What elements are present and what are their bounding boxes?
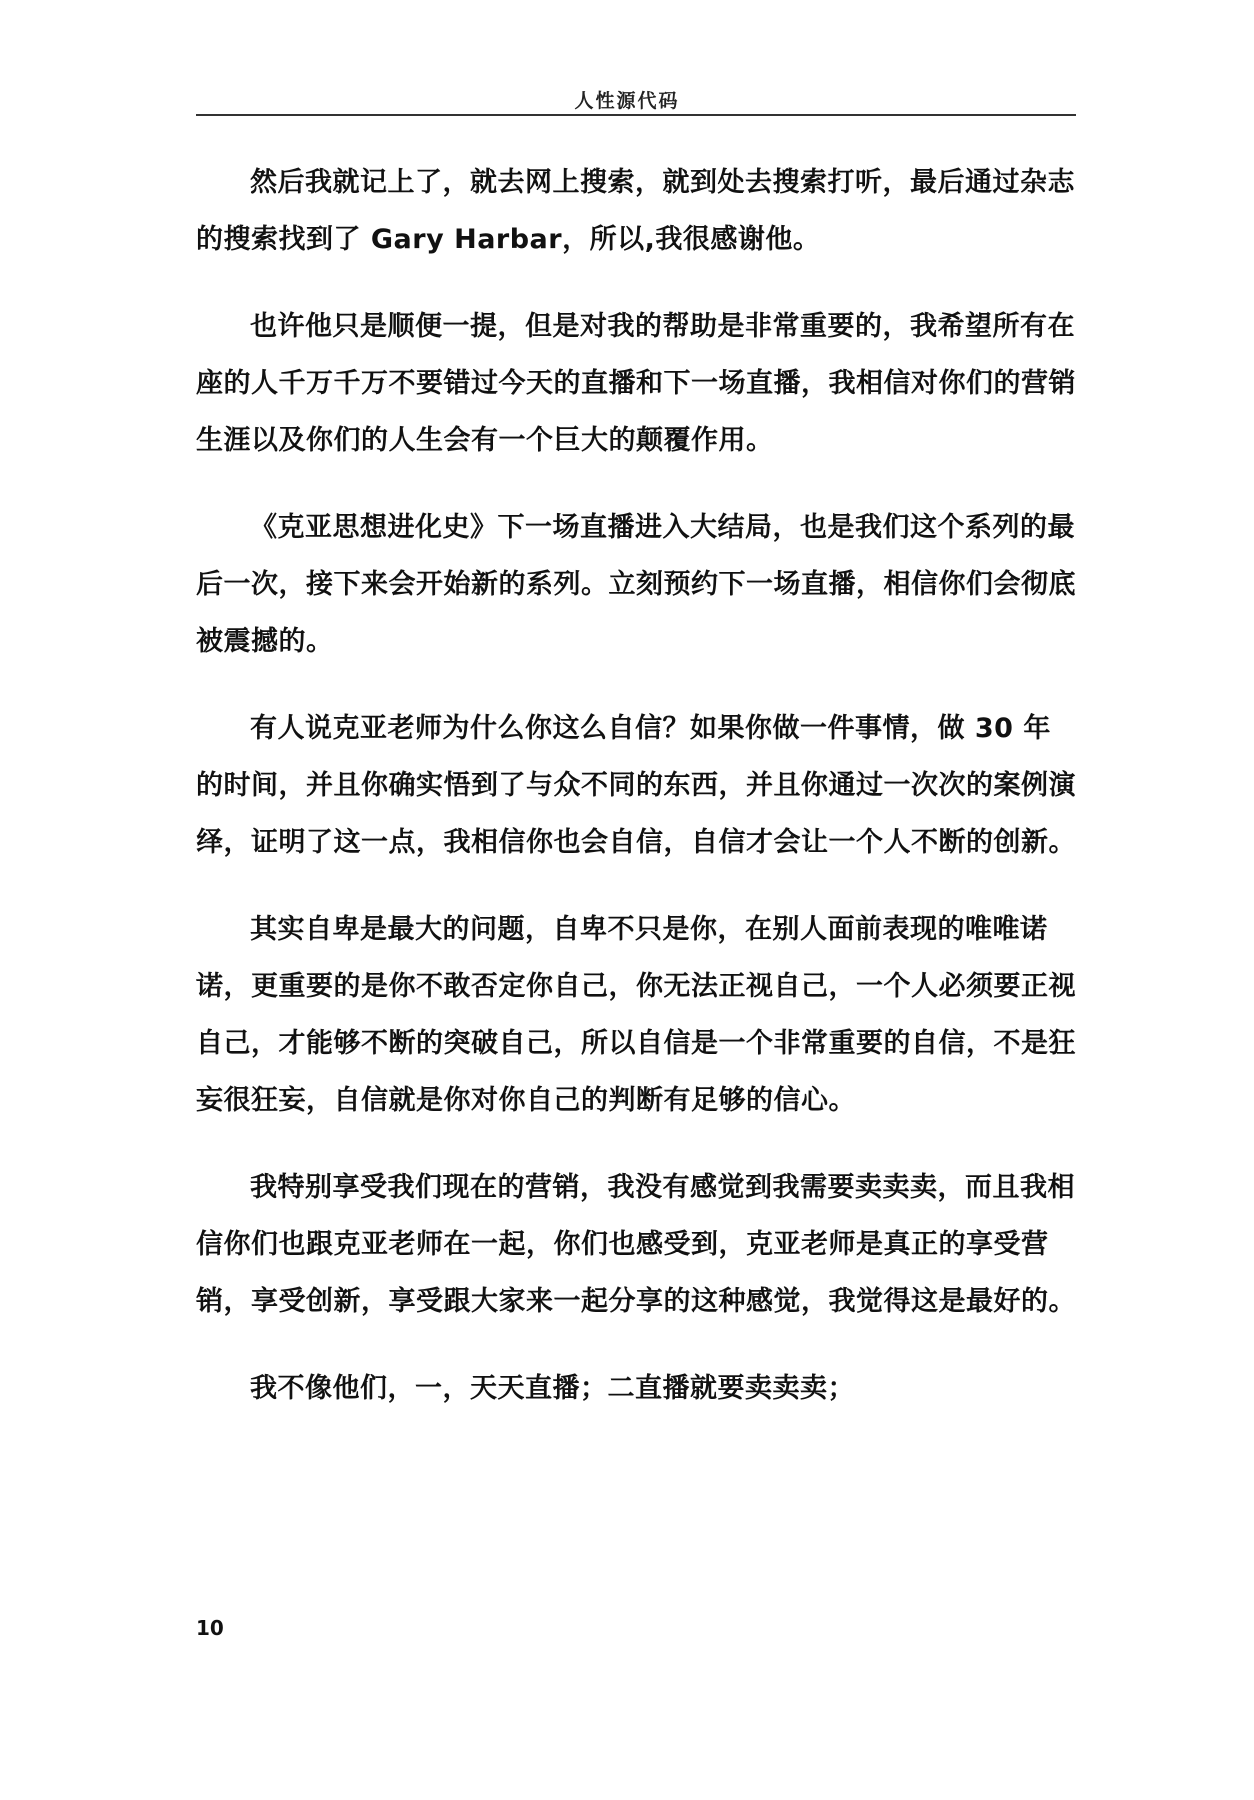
page-body [196, 154, 1076, 1447]
running-header-title: 人性源代码 [574, 90, 680, 112]
paragraph: 《克亚思想进化史》下一场直播进入大结局，也是我们这个系列的最后一次，接下来会开始新的系列。立刻预约下一场直播，相信你们会彻底被震撼的。 [196, 512, 1076, 657]
paragraph: 我特别享受我们现在的营销，我没有感觉到我需要卖卖卖，而且我相信你们也跟克亚老师在一起，你们也感受到，克亚老师是真正的享受营销，享受创新，享受跟大家来一起分享的这种感觉，我觉得这是最好的。 [196, 1172, 1076, 1317]
paragraph: 也许他只是顺便一提，但是对我的帮助是非常重要的，我希望所有在座的人千万千万不要错过今天的直播和下一场直播，我相信对你们的营销生涯以及你们的人生会有一个巨大的颠覆作用。 [196, 311, 1076, 456]
paragraph: 我不像他们，一，天天直播；二直播就要卖卖卖； [250, 1373, 855, 1404]
page-number: 10 [196, 1616, 224, 1640]
paragraph: 然后我就记上了，就去网上搜索，就到处去搜索打听，最后通过杂志的搜索找到了 Gary Harbar，所以,我很感谢他。 [196, 167, 1075, 255]
paragraph: 有人说克亚老师为什么你这么自信？如果你做一件事情，做 30 年的时间，并且你确实悟到了与众不同的东西，并且你通过一次次的案例演绎，证明了这一点，我相信你也会自信，自信才会让一个人不断的创新。 [196, 713, 1076, 858]
paragraph: 其实自卑是最大的问题，自卑不只是你，在别人面前表现的唯唯诺诺，更重要的是你不敢否定你自己，你无法正视自己，一个人必须要正视自己，才能够不断的突破自己，所以自信是一个非常重要的自信，不是狂妄很狂妄，自信就是你对你自己的判断有足够的信心。 [196, 914, 1076, 1116]
header-divider [196, 114, 1076, 116]
